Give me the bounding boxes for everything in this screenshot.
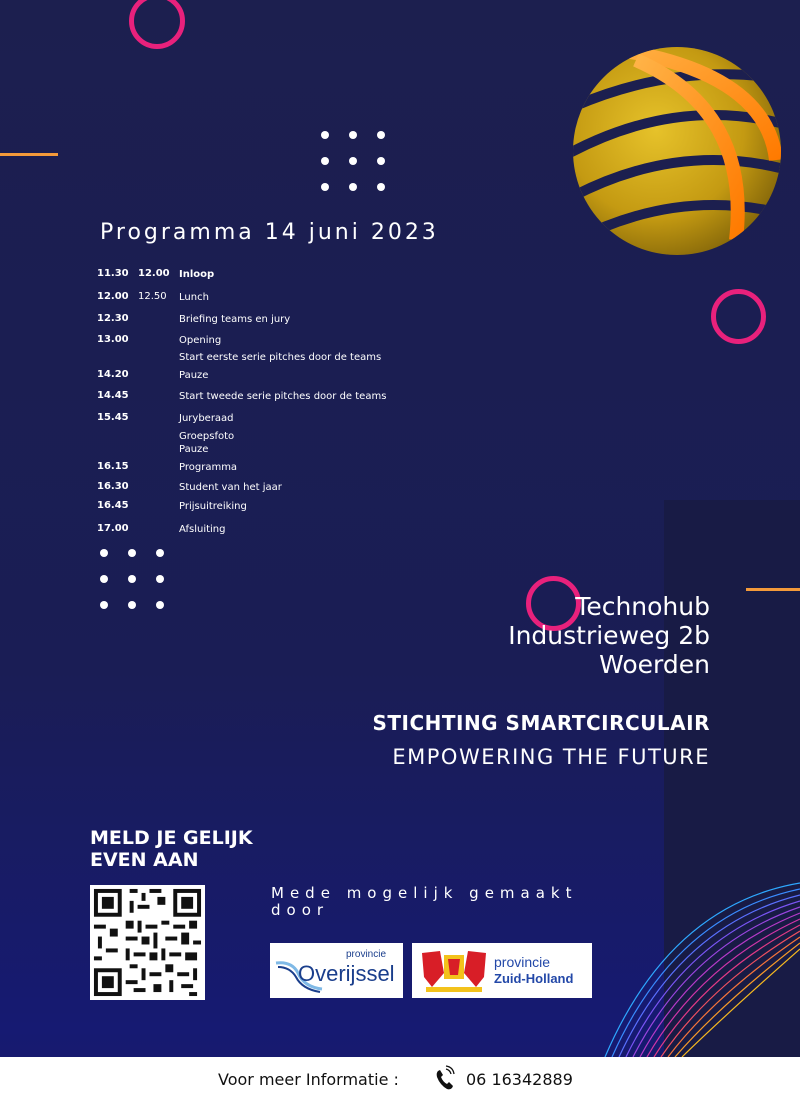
event-label: Lunch <box>179 292 209 303</box>
organization-name: STICHTING SMARTCIRCULAIR <box>372 711 710 735</box>
dot-grid-bottom <box>100 549 164 609</box>
overijssel-name: Overijssel <box>298 961 395 986</box>
event-label: Briefing teams en jury <box>179 314 291 325</box>
start-time: 16.30 <box>97 481 129 492</box>
zuid-holland-prefix: provincie <box>494 954 551 970</box>
end-time: 12.50 <box>138 291 167 302</box>
event-label: Inloop <box>179 269 215 280</box>
overijssel-prefix: provincie <box>346 949 387 960</box>
event-label: Opening <box>179 335 222 346</box>
globe-illustration <box>566 40 788 262</box>
event-label: Start eerste serie pitches door de teams <box>179 352 382 363</box>
qr-code[interactable] <box>90 885 205 1000</box>
start-time: 12.30 <box>97 313 129 324</box>
organization-tagline: EMPOWERING THE FUTURE <box>392 745 710 769</box>
wave-lines-decoration <box>600 875 800 1057</box>
start-time: 14.45 <box>97 390 129 401</box>
venue-address <box>508 592 710 679</box>
start-time: 17.00 <box>97 523 129 534</box>
event-label: Pauze <box>179 444 209 455</box>
signup-line-2: EVEN AAN <box>90 849 199 871</box>
signup-call <box>90 827 253 871</box>
start-time: 14.20 <box>97 369 129 380</box>
event-label: Start tweede serie pitches door de teams <box>179 391 387 402</box>
dot-grid-top <box>321 131 385 191</box>
orange-line-right <box>746 588 800 591</box>
zuid-holland-name: Zuid-Holland <box>494 971 574 986</box>
event-label: Prijsuitreiking <box>179 501 247 512</box>
event-label: Pauze <box>179 370 209 381</box>
event-label: Juryberaad <box>179 413 234 424</box>
start-time: 12.00 <box>97 291 129 302</box>
program-title: Programma 14 juni 2023 <box>100 220 439 245</box>
phone-icon <box>434 1065 456 1091</box>
sponsors-heading: Mede mogelijk gemaakt door <box>271 884 578 919</box>
venue-street: Industrieweg 2b <box>508 621 710 650</box>
end-time: 12.00 <box>138 268 170 279</box>
pink-ring-top <box>129 0 185 49</box>
venue-name: Technohub <box>575 592 710 621</box>
provincie-zuid-holland-logo[interactable] <box>412 943 592 998</box>
event-label: Afsluiting <box>179 524 226 535</box>
event-label: Student van het jaar <box>179 482 282 493</box>
provincie-overijssel-logo[interactable] <box>270 943 403 998</box>
footer-bar <box>0 1057 800 1120</box>
start-time: 16.45 <box>97 500 129 511</box>
pink-ring-right <box>711 289 766 344</box>
start-time: 15.45 <box>97 412 129 423</box>
footer-info-label: Voor meer Informatie : <box>218 1070 399 1089</box>
orange-line-left <box>0 153 58 156</box>
venue-city: Woerden <box>599 650 710 679</box>
start-time: 13.00 <box>97 334 129 345</box>
footer-phone-number[interactable]: 06 16342889 <box>466 1070 573 1089</box>
start-time: 11.30 <box>97 268 129 279</box>
event-label: Programma <box>179 462 238 473</box>
event-label: Groepsfoto <box>179 431 235 442</box>
signup-line-1: MELD JE GELIJK <box>90 827 253 849</box>
start-time: 16.15 <box>97 461 129 472</box>
